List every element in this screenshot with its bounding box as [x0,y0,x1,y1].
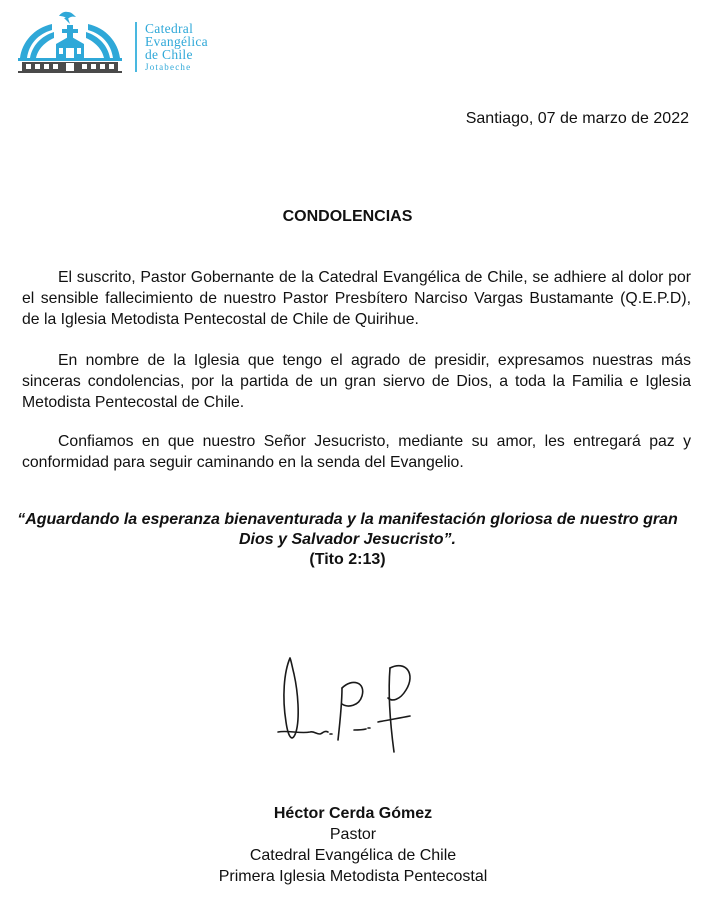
quote-text: “Aguardando la esperanza bienaventurada y la manifestación gloriosa de nuestro gran Dios y Salvador Jesucristo”. [17,511,678,548]
letter-title: CONDOLENCIAS [282,208,413,225]
signer-org-1: Catedral Evangélica de Chile [249,847,457,864]
logo-line-1: Catedral [145,21,194,36]
logo-line-4: Jotabeche [145,62,192,72]
logo-line-3: de Chile [145,47,193,62]
bible-quote [0,510,695,570]
signer-org-2: Primera Iglesia Metodista Pentecostal [218,868,488,885]
logo-divider [135,22,137,72]
church-logo [14,8,244,78]
quote-reference: (Tito 2:13) [309,551,386,568]
handwritten-signature-icon [270,652,430,762]
signer-block [208,803,498,887]
paragraph-1: El suscrito, Pastor Gobernante de la Catedral Evangélica de Chile, se adhiere al dolor por el sensible fallecimiento de nuestro Pastor Presbítero Narciso Vargas Bustamante (Q.E.P.D), de la Iglesia Metodista Pentecostal de Chile de Quirihue. [22,269,691,328]
signer-name: Héctor Cerda Gómez [273,805,433,822]
logo-line-2: Evangélica [145,34,208,49]
letter-date: Santiago, 07 de marzo de 2022 [465,110,689,127]
logo-wordmark [145,22,208,73]
paragraph-3: Confiamos en que nuestro Señor Jesucristo, mediante su amor, les entregará paz y conformidad para seguir caminando en la senda del Evangelio. [22,433,691,471]
cathedral-logo-icon [14,8,126,78]
signer-role: Pastor [329,826,377,843]
paragraph-2: En nombre de la Iglesia que tengo el agrado de presidir, expresamos nuestras más sinceras condolencias, por la partida de un gran siervo de Dios, a toda la Familia e Iglesia Metodista Pentecostal de Chile. [22,352,691,411]
